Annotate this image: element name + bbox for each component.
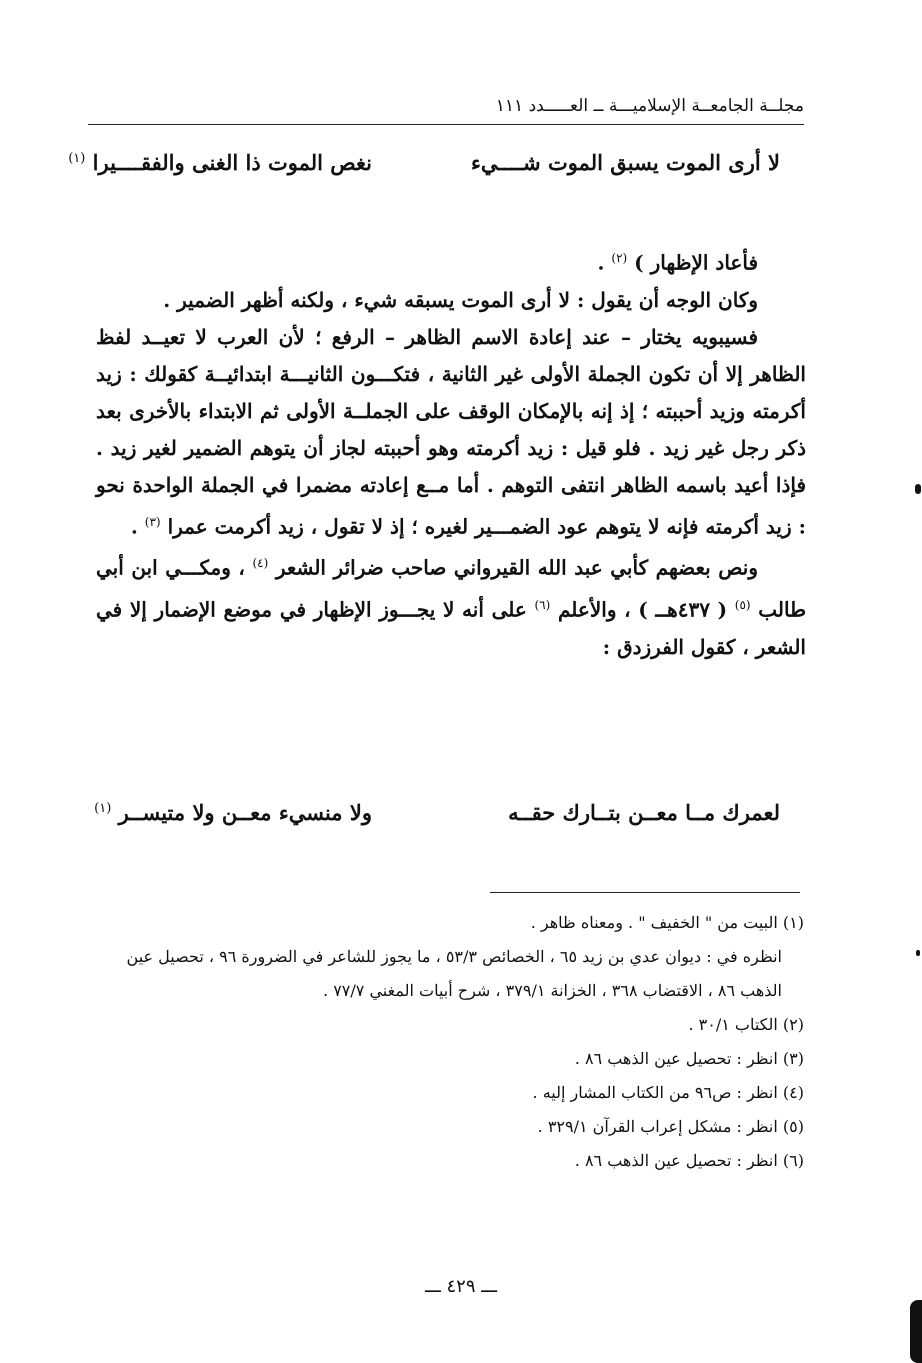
main-text (96, 240, 806, 666)
paragraph-1 (96, 240, 806, 282)
footnotes (92, 906, 804, 1178)
paragraph-4-text-c: ( ٤٣٧هــ ) ، والأعلم (558, 597, 728, 622)
footnote-4: (٤) انظر : ص٩٦ من الكتاب المشار إليه . (532, 1083, 804, 1102)
poem-verse-1 (70, 150, 780, 184)
verse-2-footnote-ref: (١) (94, 801, 112, 816)
paragraph-2: وكان الوجه أن يقول : لا أرى الموت يسبقه شيء ، ولكنه أظهر الضمير . (163, 287, 758, 312)
footnote-ref-2: (٢) (611, 251, 628, 265)
footnote-5: (٥) انظر : مشكل إعراب القرآن ٣٢٩/١ . (537, 1117, 804, 1136)
footnote-ref-3: (٣) (144, 514, 161, 529)
verse-1-footnote-ref: (١) (68, 151, 86, 166)
paragraph-1-text: فأعاد الإظهار ) (634, 250, 758, 275)
verse-1-second-hemistich (68, 150, 372, 175)
verse-2-second-hemistich (94, 800, 372, 825)
verse-2-first-hemistich: لعمرك مــا معــن بتــارك حقــه (508, 800, 780, 825)
footnote-1-line-1: (١) البيت من " الخفيف " . ومعناه ظاهر . (530, 913, 804, 932)
footnote-ref-6: (٦) (534, 597, 551, 612)
footnote-1-line-2: انظره في : ديوان عدي بن زيد ٦٥ ، الخصائص ٥٣/٣ ، ما يجوز للشاعر في الضرورة ٩٦ ، تحصيل عين الذهب ٨٦ ، الاقتضاب ٣٦٨ ، الخزانة ٣٧٩/١ ، شرح أبيات المغني ٧٧/٧ . (126, 947, 782, 1000)
verse-1-second-hemistich-text: نغص الموت ذا الغنى والفقــــيرا (92, 150, 372, 175)
paragraph-3-text: فسيبويه يختار – عند إعادة الاسم الظاهر – الرفع ؛ لأن العرب لا تعيــد لفظ الظاهر إلا أن تكون الجملة الأولى غير الثانية ، فتكـــون الثانيـــة ابتدائيــة كقولك : زيد أكرمته وزيد أحببته ؛ إذ إنه بالإمكان الوقف على الجملــة الأولى ثم الابتداء بالأخرى بعد ذكر رجل غير زيد . فلو قيل : زيد أكرمته وهو أحببته لجاز أن يتوهم الضمير لغير زيد . فإذا أعيد باسمه الظاهر انتفى التوهم . أما مــع إعادته مضمرا في الجملة الواحدة نحو : زيد أكرمته فإنه لا يتوهم عود الضمـــير لغيره ؛ إذ لا تقول ، زيد أكرمت عمرا (96, 324, 806, 539)
paragraph-1-end: . (597, 250, 605, 275)
page-number: ـــ ٤٢٩ ـــ (424, 1276, 498, 1297)
paragraph-4 (96, 545, 806, 665)
paragraph-3-end: . (130, 514, 138, 539)
paragraph-3 (96, 319, 806, 546)
footnote-3: (٣) انظر : تحصيل عين الذهب ٨٦ . (574, 1049, 804, 1068)
footnote-separator (490, 892, 800, 893)
footnote-6: (٦) انظر : تحصيل عين الذهب ٨٦ . (574, 1151, 804, 1170)
journal-header: مجلــة الجامعــة الإسلاميـــة ــ العـــــدد ١١١ (495, 96, 804, 116)
verse-2-second-hemistich-text: ولا منسيء معــن ولا متيســر (118, 800, 372, 825)
paragraph-4-text-d: على أنه لا يجـــوز الإظهار في موضع الإضمار إلا في الشعر ، كقول الفرزدق : (96, 597, 806, 659)
paragraph-4-text-a: ونص بعضهم كأبي عبد الله القيرواني صاحب ضرائر الشعر (275, 555, 758, 580)
verse-1-first-hemistich: لا أرى الموت يسبق الموت شــــيء (471, 150, 780, 175)
paragraph-4-text-b: ، ومكـــي ابن أبي طالب (96, 555, 807, 622)
footnote-ref-5: (٥) (734, 597, 751, 612)
scan-edge-shadow (910, 1300, 922, 1363)
footnote-2: (٢) الكتاب ٣٠/١ . (688, 1015, 804, 1034)
scan-mark-dot (915, 484, 921, 494)
scan-mark-dot (916, 950, 920, 956)
poem-verse-2 (70, 800, 780, 834)
footnote-ref-4: (٤) (252, 556, 269, 571)
header-rule (88, 124, 804, 125)
